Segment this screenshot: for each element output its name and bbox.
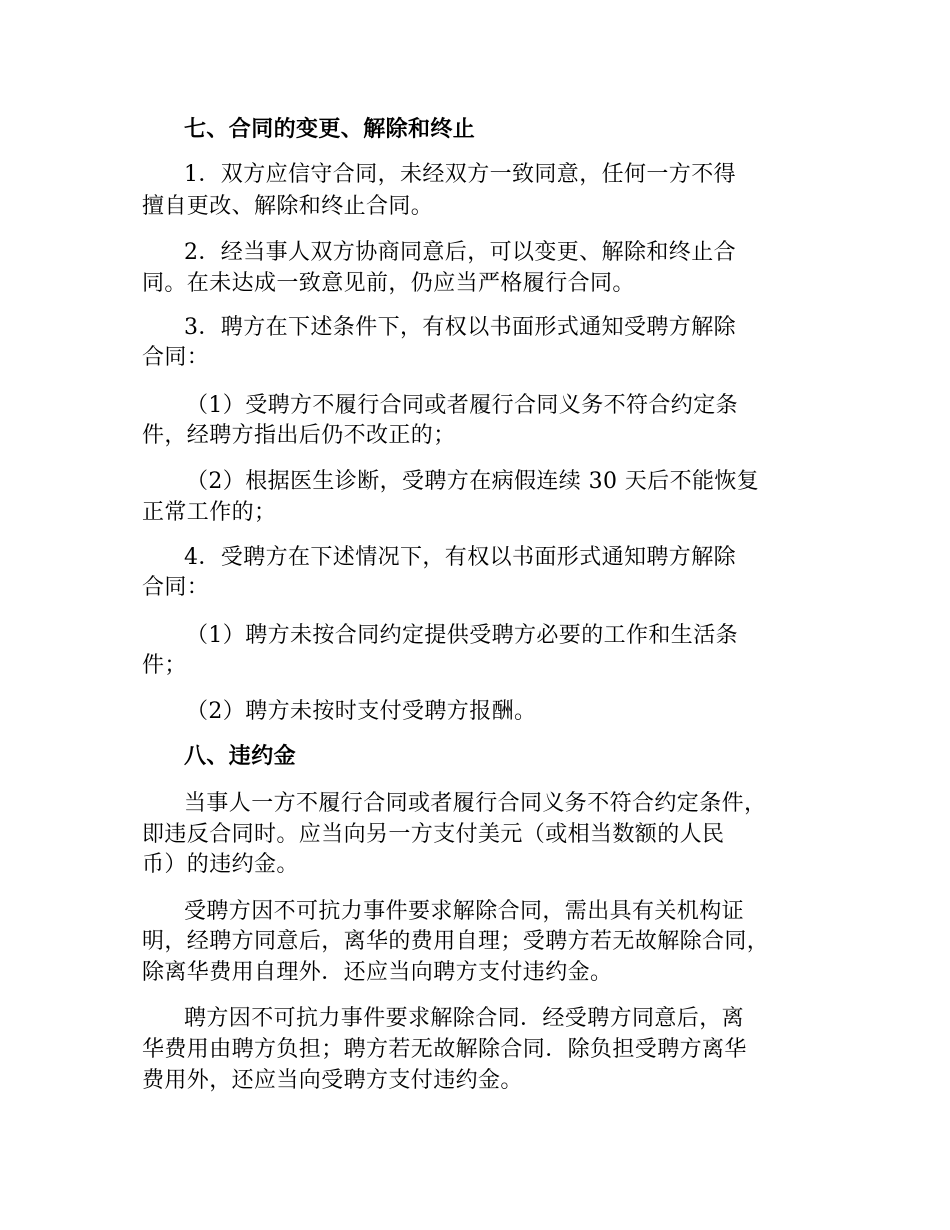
section-7-item-3-sub-1-line-2: 件，经聘方指出后仍不改正的；: [142, 423, 456, 448]
section-8-para-1-line-2: 即违反合同时。应当向另一方支付美元（或相当数额的人民: [142, 822, 725, 847]
section-7-item-3-line-1: 3．聘方在下述条件下，有权以书面形式通知受聘方解除: [184, 315, 736, 340]
section-7-item-3-sub-2-line-2: 正常工作的；: [142, 500, 277, 525]
section-7-heading: 七、合同的变更、解除和终止: [184, 117, 476, 142]
section-7-item-4-sub-1-line-2: 件；: [142, 653, 187, 678]
section-7-item-3-sub-2-line-1: （2）根据医生诊断，受聘方在病假连续 30 天后不能恢复: [186, 469, 760, 494]
section-7-item-4-line-2: 合同：: [142, 575, 210, 600]
section-8-para-2-line-3: 除离华费用自理外．还应当向聘方支付违约金。: [142, 960, 613, 985]
section-7-item-4-sub-1-line-1: （1）聘方未按合同约定提供受聘方必要的工作和生活条: [186, 623, 738, 648]
section-7-item-1-line-1: 1．双方应信守合同，未经双方一致同意，任何一方不得: [184, 162, 736, 187]
section-8-para-3-line-3: 费用外，还应当向受聘方支付违约金。: [142, 1068, 523, 1093]
section-8-para-1-line-3: 币）的违约金。: [142, 852, 299, 877]
section-7-item-1-line-2: 擅自更改、解除和终止合同。: [142, 194, 434, 219]
section-8-para-3-line-1: 聘方因不可抗力事件要求解除合同．经受聘方同意后，离: [184, 1006, 745, 1031]
section-8-para-1-line-1: 当事人一方不履行合同或者履行合同义务不符合约定条件，: [184, 791, 767, 816]
section-7-item-3-sub-1-line-1: （1）受聘方不履行合同或者履行合同义务不符合约定条: [186, 393, 738, 418]
section-7-item-2-line-2: 同。在未达成一致意见前，仍应当严格履行合同。: [142, 271, 635, 296]
section-7-item-3-line-2: 合同：: [142, 345, 210, 370]
section-7-item-4-sub-2-line-1: （2）聘方未按时支付受聘方报酬。: [186, 699, 537, 724]
section-7-item-2-line-1: 2．经当事人双方协商同意后，可以变更、解除和终止合: [184, 240, 736, 265]
section-8-heading: 八、违约金: [184, 744, 297, 769]
section-7-item-4-line-1: 4．受聘方在下述情况下，有权以书面形式通知聘方解除: [184, 545, 736, 570]
section-8-para-2-line-1: 受聘方因不可抗力事件要求解除合同，需出具有关机构证: [184, 899, 745, 924]
section-8-para-3-line-2: 华费用由聘方负担；聘方若无故解除合同．除负担受聘方离华: [142, 1037, 747, 1062]
section-8-para-2-line-2: 明，经聘方同意后，离华的费用自理；受聘方若无故解除合同，: [142, 929, 770, 954]
